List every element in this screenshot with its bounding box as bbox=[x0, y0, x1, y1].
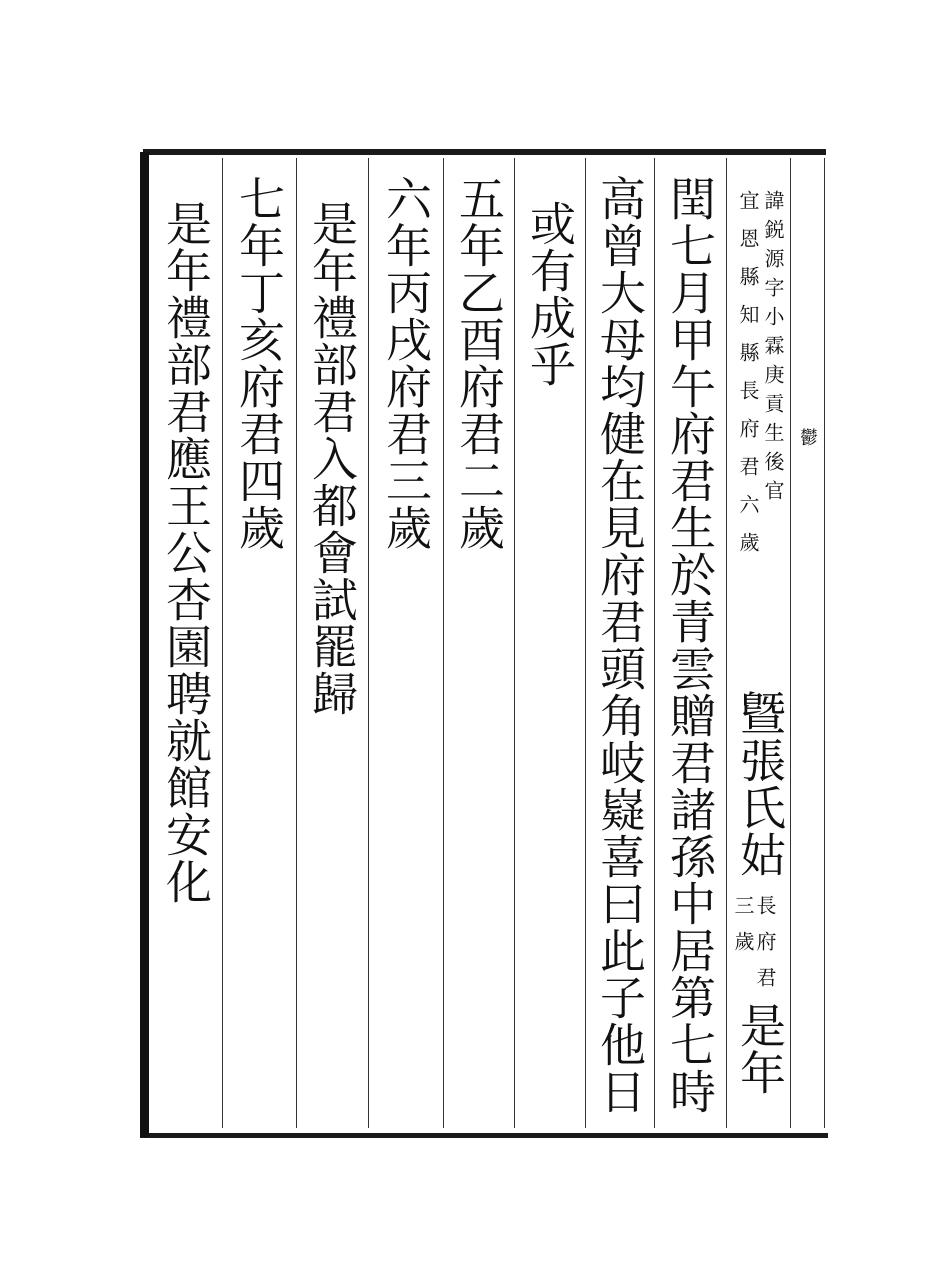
interlinear-note: 長府君 bbox=[753, 895, 777, 1003]
column-rule bbox=[443, 158, 444, 1128]
column-rule bbox=[368, 158, 369, 1128]
main-text-column: 或有成乎 bbox=[523, 200, 577, 388]
main-text-column: 五年乙酉府君二歲 bbox=[452, 175, 506, 551]
interlinear-note: 諱鋭源字小霖庚貢生後官 bbox=[761, 190, 785, 509]
main-text-column: 曁張氏姑 bbox=[733, 690, 787, 878]
margin-mark: 鬱 bbox=[800, 428, 818, 449]
main-text-column: 是年禮部君入都會試罷歸 bbox=[305, 200, 359, 717]
column-rule bbox=[585, 158, 586, 1128]
frame-bottom-border bbox=[140, 1133, 828, 1138]
main-text-column: 是年禮部君應王公杏園聘就館安化 bbox=[159, 200, 213, 905]
column-rule bbox=[726, 158, 727, 1128]
frame-left-border bbox=[140, 152, 149, 1137]
column-rule bbox=[222, 158, 223, 1128]
column-rule bbox=[296, 158, 297, 1128]
main-text-column: 閏七月甲午府君生於青雲贈君諸孫中居第七時 bbox=[663, 175, 717, 1115]
column-rule bbox=[514, 158, 515, 1128]
interlinear-note: 三歲 bbox=[731, 895, 755, 967]
frame-top-border bbox=[143, 149, 826, 155]
interlinear-note: 宜恩縣知縣長府君六歲 bbox=[736, 190, 760, 570]
column-rule bbox=[790, 158, 791, 1128]
main-text-column: 高曾大母均健在見府君頭角岐嶷喜曰此子他日 bbox=[593, 175, 647, 1115]
main-text-column: 七年丁亥府君四歲 bbox=[232, 175, 286, 551]
column-rule bbox=[654, 158, 655, 1128]
right-edge-rule bbox=[824, 158, 825, 1128]
main-text-column: 是年 bbox=[733, 1002, 787, 1096]
main-text-column: 六年丙戌府君三歲 bbox=[379, 175, 433, 551]
